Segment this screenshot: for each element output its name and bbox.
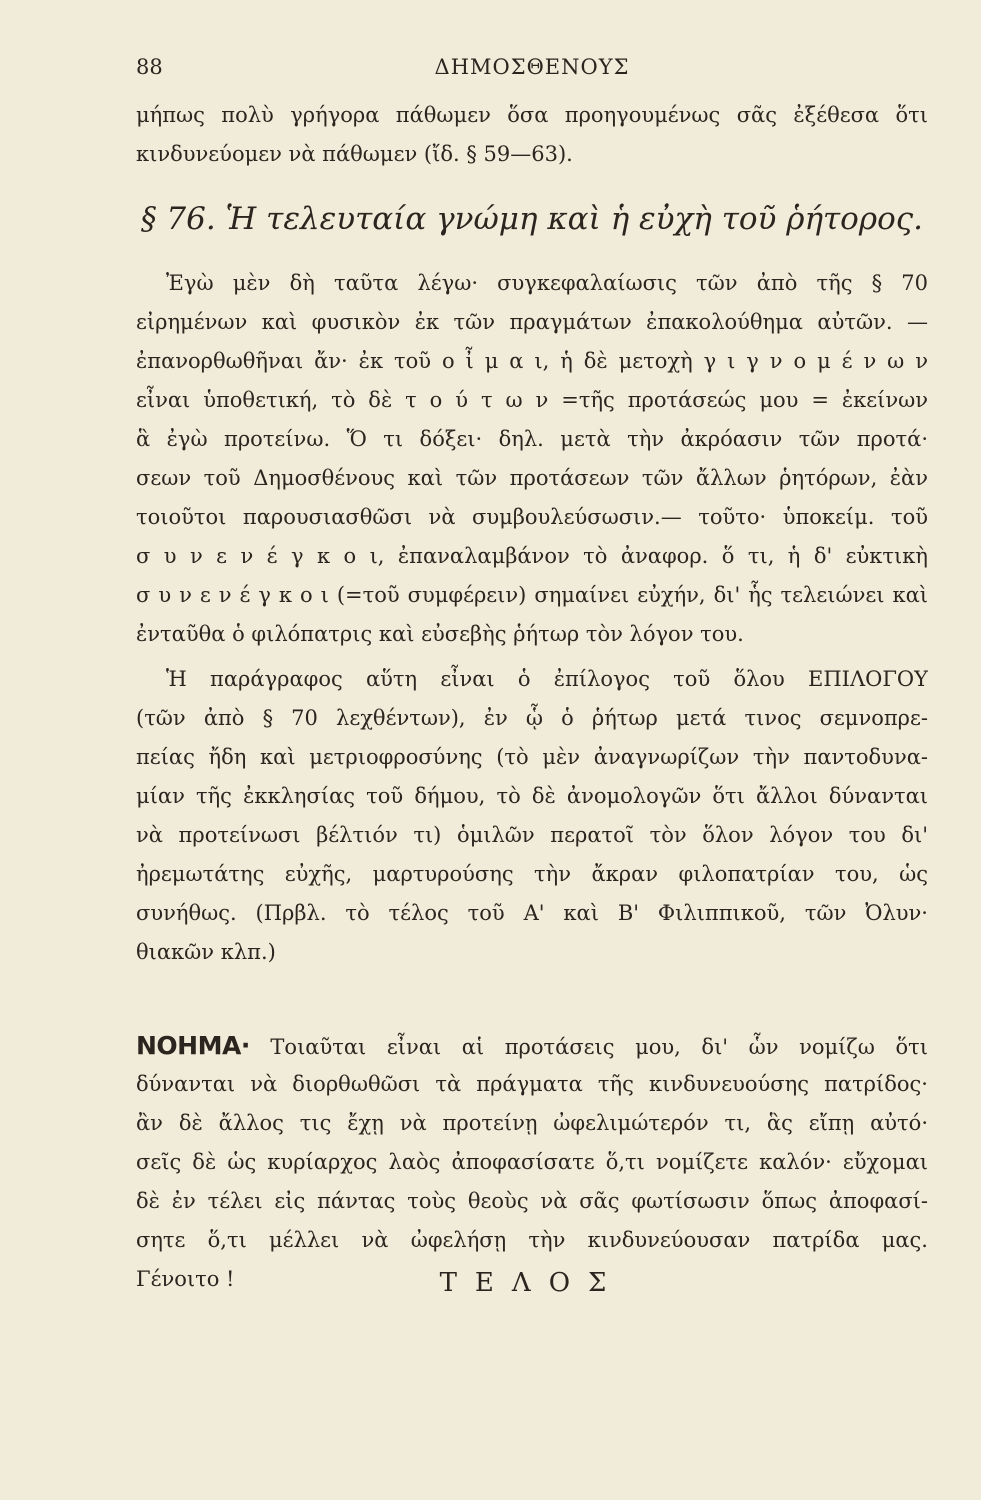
text-line: ἐπανορθωθῆναι ἄν· ἐκ τοῦ ο ἶ μ α ι, ἡ δὲ μετοχὴ γ ι γ ν ο μ έ ν ω ν bbox=[136, 349, 928, 373]
text-line: (τῶν ἀπὸ § 70 λεχθέντων), ἐν ᾧ ὁ ῥήτωρ μετά τινος σεμνοπρε- bbox=[136, 706, 928, 730]
text-line: κινδυνεύομεν νὰ πάθωμεν (ἴδ. § 59—63). bbox=[136, 142, 573, 166]
text-line: σ υ ν ε ν έ γ κ ο ι, ἐπαναλαμβάνον τὸ ἀναφορ. ὅ τι, ἡ δ' εὐκτικὴ bbox=[136, 544, 928, 568]
section-heading: § 76. Ἡ τελευταία γνώμη καὶ ἡ εὐχὴ τοῦ ῥήτορος. bbox=[141, 201, 923, 237]
text-line: μήπως πολὺ γρήγορα πάθωμεν ὅσα προηγουμένως σᾶς ἐξέθεσα ὅτι bbox=[136, 103, 928, 127]
text-line: σητε ὅ,τι μέλλει νὰ ὠφελήσῃ τὴν κινδυνεύουσαν πατρίδα μας. bbox=[136, 1228, 928, 1252]
text-line: συνήθως. (Πρβλ. τὸ τέλος τοῦ Α' καὶ Β' Φιλιππικοῦ, τῶν Ὀλυν· bbox=[136, 901, 928, 925]
end-mark: ΤΕΛΟΣ bbox=[439, 1268, 625, 1298]
page-text bbox=[136, 96, 928, 1299]
spacer bbox=[136, 972, 928, 1026]
text-line: Γένοιτο ! bbox=[136, 1267, 235, 1291]
text-line: πείας ἤδη καὶ μετριοφροσύνης (τὸ μὲν ἀναγνωρίζων τὴν παντοδυνα- bbox=[136, 745, 928, 769]
running-head bbox=[136, 55, 928, 95]
text-line: ἠρεμωτάτης εὐχῆς, μαρτυρούσης τὴν ἄκραν φιλοπατρίαν του, ὡς bbox=[136, 862, 928, 886]
nohma-first-text: Τοιαῦται εἶναι αἱ προτάσεις μου, δι' ὧν νομίζω ὅτι bbox=[270, 1035, 928, 1059]
running-head-title: ΔΗΜΟΣΘΕΝΟΥΣ bbox=[434, 55, 630, 79]
text-line: Ἡ παράγραφος αὕτη εἶναι ὁ ἐπίλογος τοῦ ὅλου ΕΠΙΛΟΓΟΥ bbox=[166, 667, 928, 691]
text-line: νὰ προτείνωσι βέλτιόν τι) ὁμιλῶν περατοῖ τὸν ὅλον λόγον του δι' bbox=[136, 823, 928, 847]
text-line: σ υ ν ε ν έ γ κ ο ι (=τοῦ συμφέρειν) σημαίνει εὐχήν, δι' ἧς τελειώνει καὶ bbox=[136, 583, 928, 607]
text-line: ἐνταῦθα ὁ φιλόπατρις καὶ εὐσεβὴς ῥήτωρ τὸν λόγον του. bbox=[136, 622, 744, 646]
text-line: θιακῶν κλπ.) bbox=[136, 940, 276, 964]
text-line: Ἐγὼ μὲν δὴ ταῦτα λέγω· συγκεφαλαίωσις τῶν ἀπὸ τῆς § 70 bbox=[166, 271, 928, 295]
text-line: τοιοῦτοι παρουσιασθῶσι νὰ συμβουλεύσωσιν.— τοῦτο· ὑποκείμ. τοῦ bbox=[136, 505, 928, 529]
text-line: μίαν τῆς ἐκκλησίας τοῦ δήμου, τὸ δὲ ἀνομολογῶν ὅτι ἄλλοι δύνανται bbox=[136, 784, 928, 808]
text-line: σεων τοῦ Δημοσθένους καὶ τῶν προτάσεων τῶν ἄλλων ῥητόρων, ἐὰν bbox=[136, 466, 928, 490]
text-line: εἶναι ὑποθετική, τὸ δὲ τ ο ύ τ ω ν =τῆς προτάσεώς μου = ἐκείνων bbox=[136, 388, 928, 412]
text-line: εἰρημένων καὶ φυσικὸν ἐκ τῶν πραγμάτων ἐπακολούθημα αὐτῶν. — bbox=[136, 310, 928, 334]
text-line: δύνανται νὰ διορθωθῶσι τὰ πράγματα τῆς κινδυνευούσης πατρίδος· bbox=[136, 1072, 928, 1096]
text-line: σεῖς δὲ ὡς κυρίαρχος λαὸς ἀποφασίσατε ὅ,τι νομίζετε καλόν· εὔχομαι bbox=[136, 1150, 928, 1174]
text-line: ἃ ἐγὼ προτείνω. Ὅ τι δόξει· δηλ. μετὰ τὴν ἀκρόασιν τῶν προτά· bbox=[136, 427, 928, 451]
text-line: ἂν δὲ ἄλλος τις ἔχῃ νὰ προτείνῃ ὠφελιμώτερόν τι, ἃς εἴπῃ αὐτό· bbox=[136, 1111, 928, 1135]
text-line: δὲ ἐν τέλει εἰς πάντας τοὺς θεοὺς νὰ σᾶς φωτίσωσιν ὅπως ἀποφασί- bbox=[136, 1189, 928, 1213]
nohma-first-line bbox=[136, 1026, 928, 1065]
nohma-label: ΝΟΗΜΑ· bbox=[136, 1031, 250, 1060]
page-number: 88 bbox=[136, 55, 163, 79]
